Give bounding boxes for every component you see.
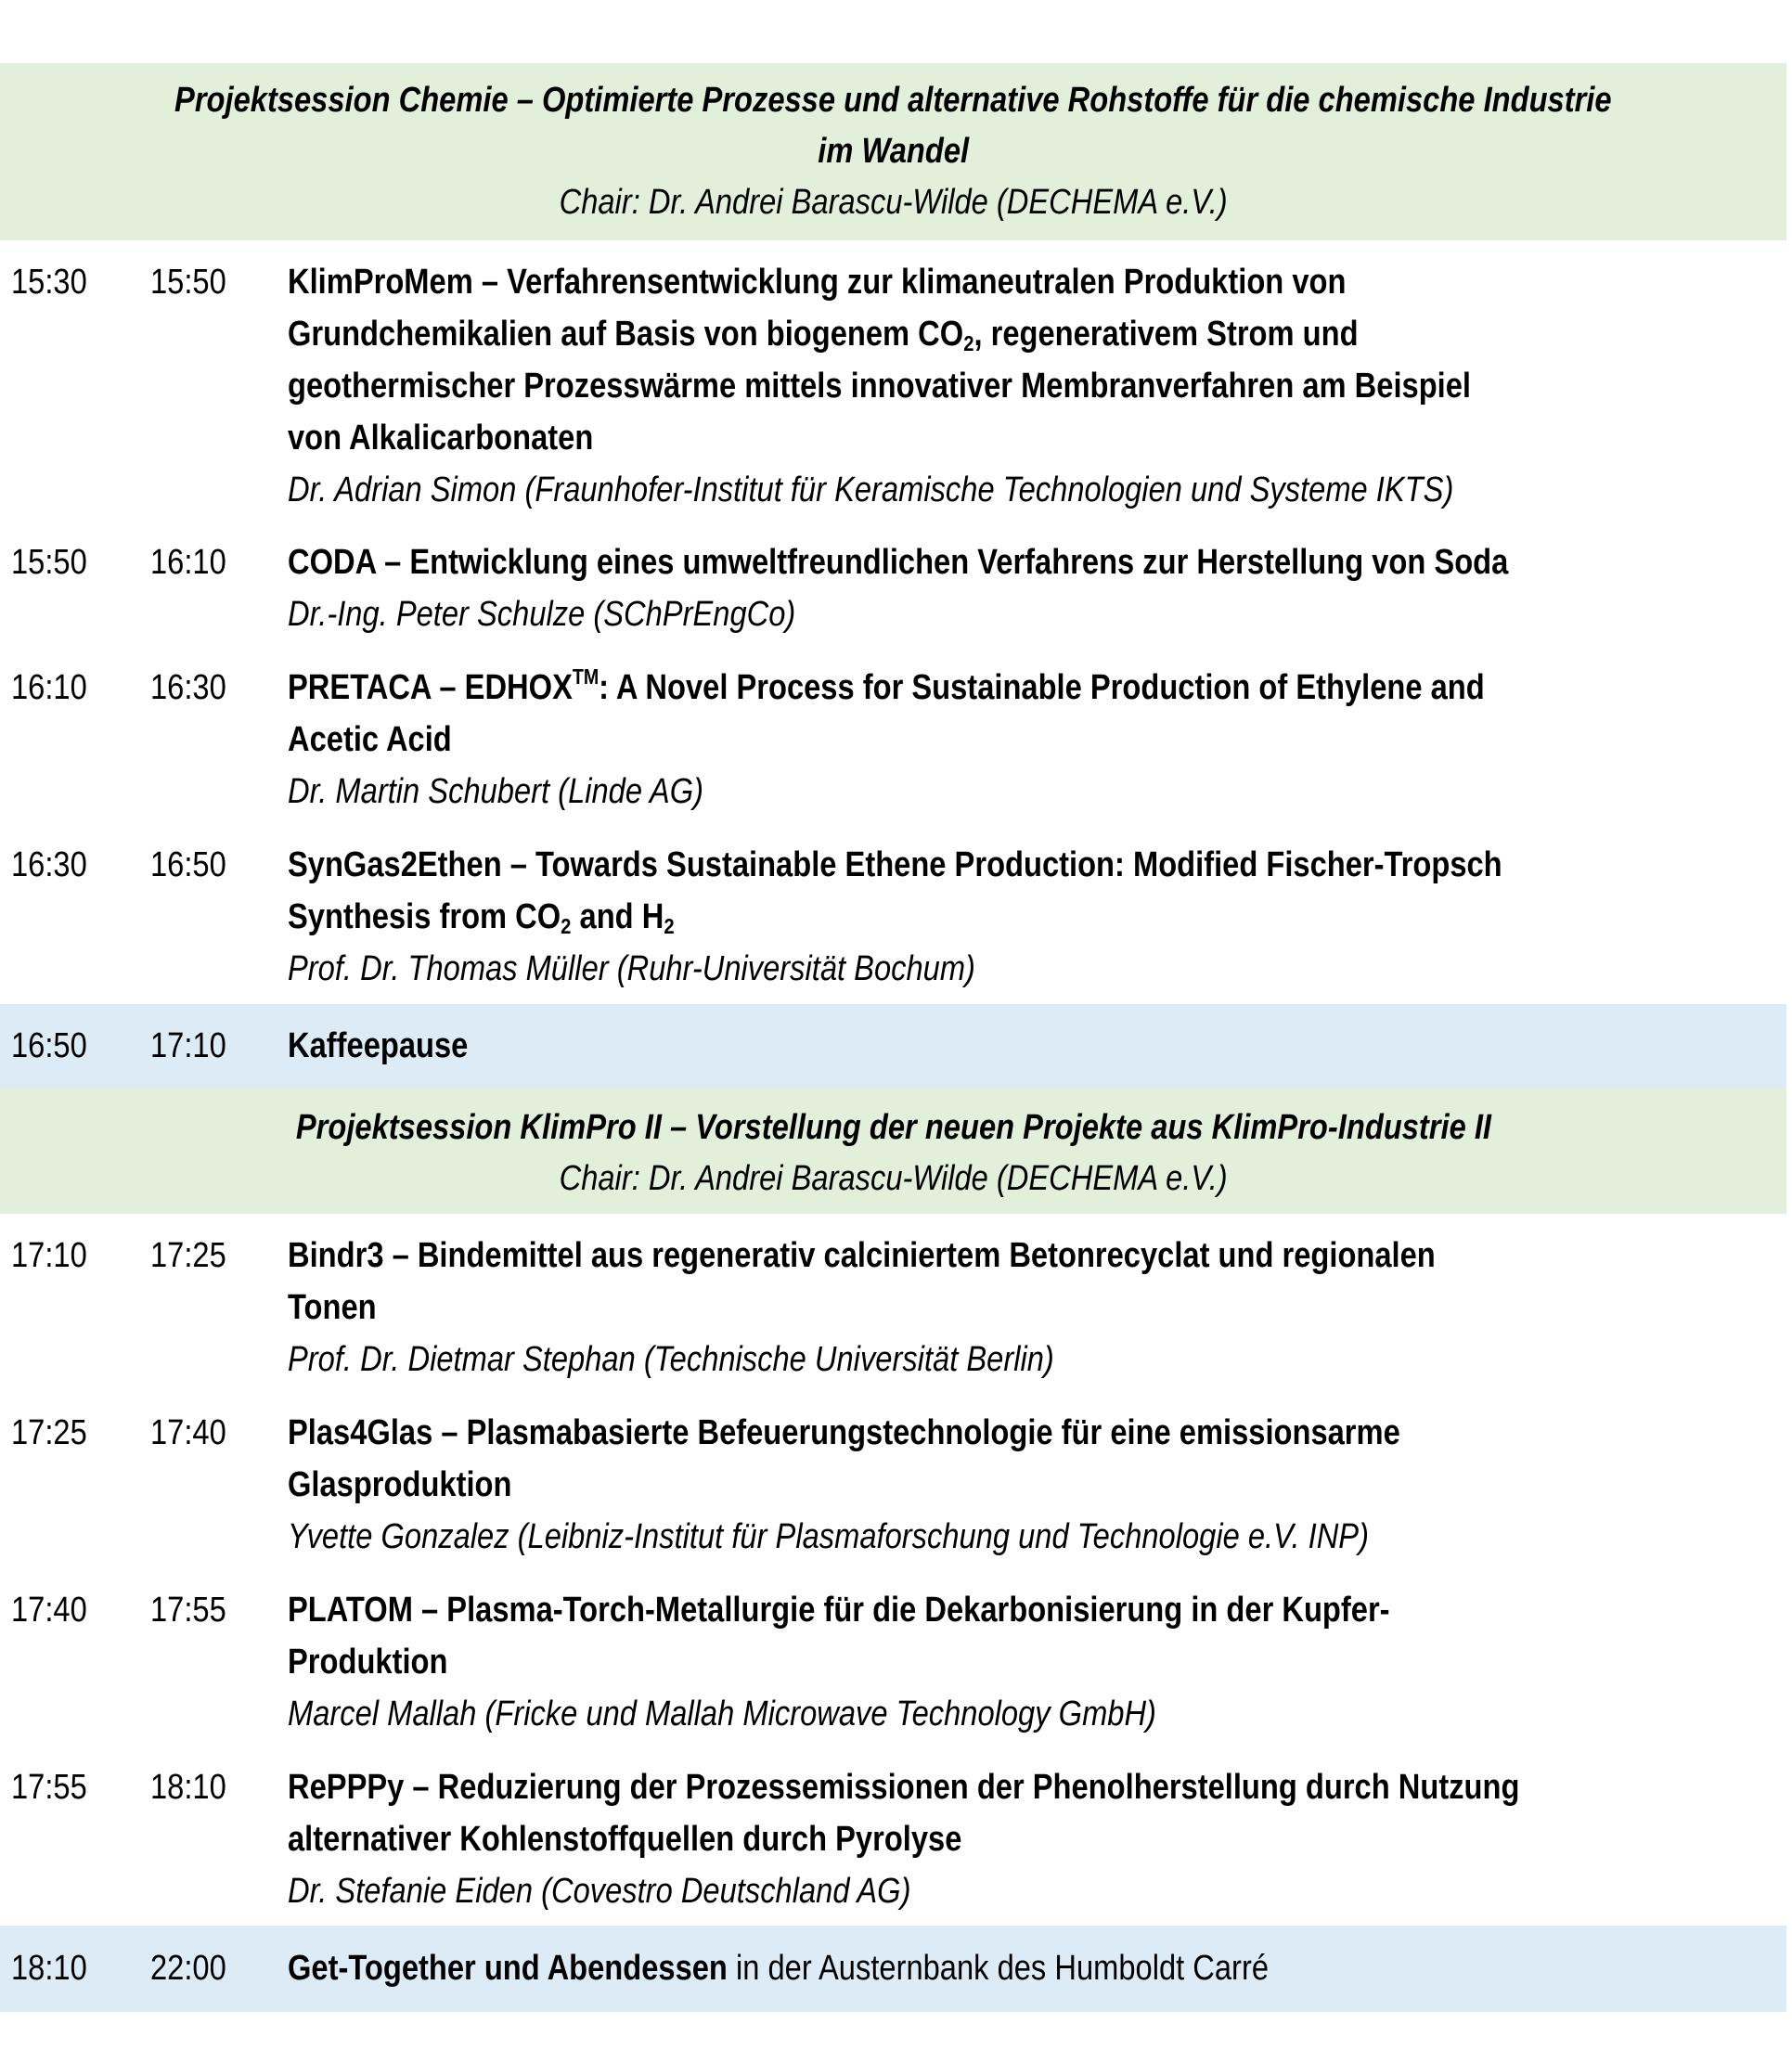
start-time: 18:10 [11, 1949, 87, 1988]
end-time: 17:25 [150, 1236, 226, 1275]
start-time: 17:10 [11, 1236, 87, 1275]
session-chair: Chair: Dr. Andrei Barascu-Wilde (DECHEMA e.V.) [559, 1159, 1228, 1198]
talk-title-line: PLATOM – Plasma-Torch-Metallurgie für die Dekarbonisierung in der Kupfer- [288, 1591, 1390, 1630]
start-time: 15:50 [11, 543, 87, 582]
speaker: Marcel Mallah (Fricke und Mallah Microwave Technology GmbH) [288, 1695, 1156, 1733]
start-time: 16:30 [11, 845, 87, 884]
talk-title-line: alternativer Kohlenstoffquellen durch Pyrolyse [288, 1820, 962, 1859]
speaker: Dr. Adrian Simon (Fraunhofer-Institut für Keramische Technologien und Systeme IKTS) [288, 470, 1454, 509]
speaker: Dr. Martin Schubert (Linde AG) [288, 772, 704, 811]
speaker: Dr. Stefanie Eiden (Covestro Deutschland AG) [288, 1872, 911, 1911]
talk-title-line: CODA – Entwicklung eines umweltfreundlichen Verfahrens zur Herstellung von Soda [288, 543, 1509, 582]
start-time: 17:25 [11, 1413, 87, 1452]
talk-title-line: Plas4Glas – Plasmabasierte Befeuerungstechnologie für eine emissionsarme [288, 1413, 1400, 1452]
speaker: Yvette Gonzalez (Leibniz-Institut für Plasmaforschung und Technologie e.V. INP) [288, 1517, 1369, 1556]
break-label: Get-Together und Abendessen in der Austernbank des Humboldt Carré [288, 1949, 1270, 1988]
session-chair: Chair: Dr. Andrei Barascu-Wilde (DECHEMA e.V.) [559, 183, 1228, 222]
talk-title-line: Bindr3 – Bindemittel aus regenerativ calciniertem Betonrecyclat und regionalen [288, 1236, 1436, 1275]
talk-title-line: RePPPy – Reduzierung der Prozessemissionen der Phenolherstellung durch Nutzung [288, 1768, 1520, 1807]
talk-title-line: Produktion [288, 1643, 448, 1682]
talk-title-line: Synthesis from $CO_2$ and $H_2$ [288, 897, 675, 938]
start-time: 17:40 [11, 1591, 87, 1630]
end-time: 17:55 [150, 1591, 226, 1630]
start-time: 16:10 [11, 668, 87, 707]
start-time: 17:55 [11, 1768, 87, 1807]
speaker: Prof. Dr. Dietmar Stephan (Technische Universität Berlin) [288, 1340, 1054, 1379]
start-time: 15:30 [11, 263, 87, 302]
session-title-line: Projektsession KlimPro II – Vorstellung der neuen Projekte aus KlimPro-Industrie II [295, 1108, 1491, 1147]
talk-title-line: KlimProMem – Verfahrensentwicklung zur klimaneutralen Produktion von [288, 263, 1347, 302]
talk-title-line: SynGas2Ethen – Towards Sustainable Ethene Production: Modified Fischer-Tropsch [288, 845, 1502, 884]
talk-title-line: geothermischer Prozesswärme mittels innovativer Membranverfahren am Beispiel [288, 367, 1472, 406]
talk-title-line: Acetic Acid [288, 720, 452, 759]
end-time: 22:00 [150, 1949, 226, 1988]
break-label: Kaffeepause [288, 1026, 469, 1065]
talk-title-line: Grundchemikalien auf Basis von biogenem $CO_2$, regenerativem Strom und [288, 315, 1359, 355]
speaker: Dr.-Ing. Peter Schulze (SChPrEngCo) [288, 595, 796, 634]
speaker: Prof. Dr. Thomas Müller (Ruhr-Universität Bochum) [288, 949, 975, 988]
talk-title-line: von Alkalicarbonaten [288, 419, 594, 458]
start-time: 16:50 [11, 1026, 87, 1065]
talk-title-line: Tonen [288, 1288, 377, 1327]
end-time: 18:10 [150, 1768, 226, 1807]
end-time: 16:30 [150, 668, 226, 707]
talk-title-line: PRETACA – EDHOX™: A Novel Process for Sustainable Production of Ethylene and [288, 664, 1485, 707]
end-time: 15:50 [150, 263, 226, 302]
end-time: 17:10 [150, 1026, 226, 1065]
talk-title-line: Glasproduktion [288, 1465, 512, 1504]
end-time: 16:50 [150, 845, 226, 884]
end-time: 17:40 [150, 1413, 226, 1452]
session-title-line: Projektsession Chemie – Optimierte Prozesse und alternative Rohstoffe für die chemische Industrie [174, 81, 1612, 120]
session-title-line: im Wandel [818, 132, 969, 171]
break-row-kaffeepause [0, 1004, 1786, 1089]
end-time: 16:10 [150, 543, 226, 582]
